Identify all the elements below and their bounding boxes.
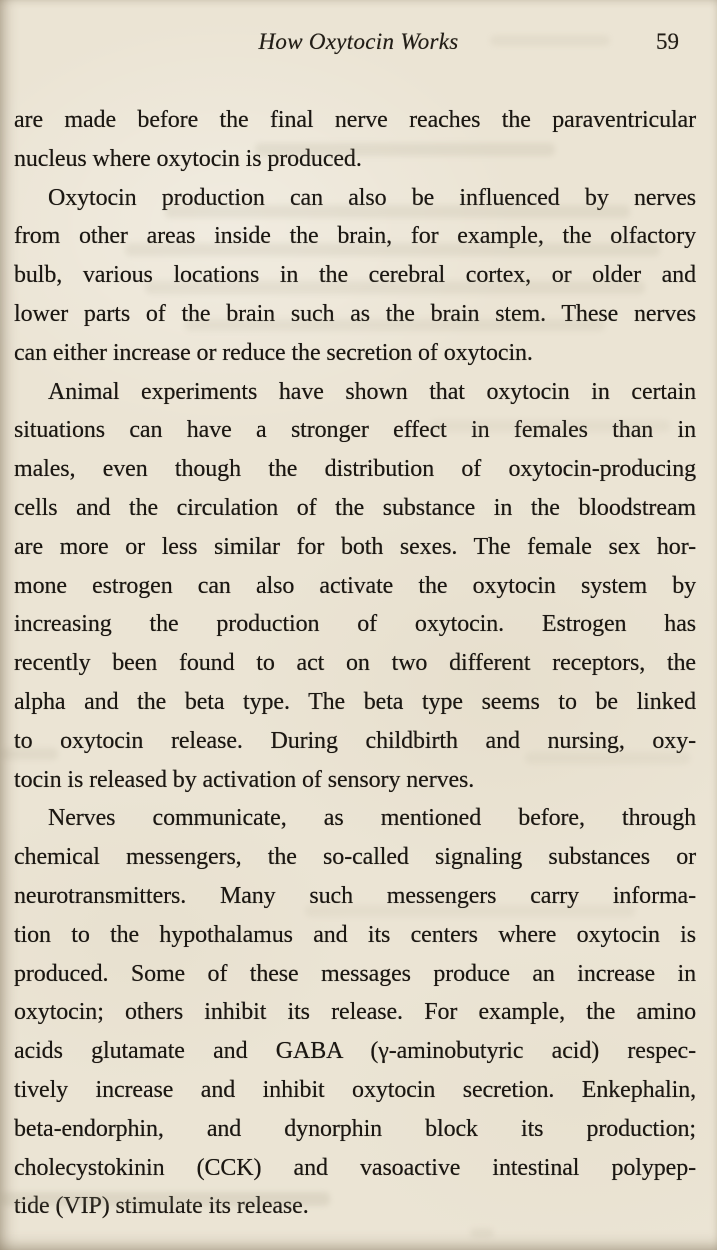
- body-line: to oxytocin release. During childbirth and nursing, oxy-: [14, 727, 696, 754]
- body-line: are made before the final nerve reaches the paraventricular: [14, 107, 696, 133]
- body-line: acids glutamate and GABA (γ-aminobutyric acid) respec-: [14, 1038, 696, 1065]
- body-line: increasing the production of oxytocin. Estrogen has: [14, 611, 696, 638]
- body-text: [14, 101, 696, 1226]
- body-line: produced. Some of these messages produce an increase in: [14, 960, 696, 987]
- running-title: How Oxytocin Works: [258, 29, 459, 54]
- body-line: chemical messengers, the so-called signaling substances or: [14, 844, 696, 871]
- body-line: males, even though the distribution of oxytocin-producing: [14, 456, 696, 483]
- body-line: Nerves communicate, as mentioned before, through: [48, 805, 696, 832]
- page-number: 59: [656, 29, 679, 54]
- body-line: mone estrogen can also activate the oxytocin system by: [14, 572, 696, 599]
- body-line: tide (VIP) stimulate its release.: [14, 1193, 309, 1220]
- body-line: situations can have a stronger effect in females than in: [14, 417, 696, 444]
- body-line: from other areas inside the brain, for example, the olfactory: [14, 223, 696, 250]
- body-line: alpha and the beta type. The beta type seems to be linked: [14, 688, 696, 715]
- body-line: neurotransmitters. Many such messengers carry informa-: [14, 882, 696, 909]
- body-line: are more or less similar for both sexes. The female sex hor-: [14, 533, 696, 560]
- body-line: cholecystokinin (CCK) and vasoactive intestinal polypep-: [14, 1154, 696, 1181]
- body-line: beta-endorphin, and dynorphin block its production;: [14, 1115, 696, 1142]
- body-line: tion to the hypothalamus and its centers where oxytocin is: [14, 921, 696, 948]
- body-line: nucleus where oxytocin is produced.: [14, 145, 362, 172]
- showthrough-smudge: [470, 1228, 494, 1238]
- body-line: can either increase or reduce the secretion of oxytocin.: [14, 339, 533, 366]
- body-line: oxytocin; others inhibit its release. For example, the amino: [14, 999, 696, 1026]
- body-line: recently been found to act on two different receptors, the: [14, 650, 696, 677]
- body-line: Animal experiments have shown that oxytocin in certain: [48, 378, 696, 405]
- body-line: Oxytocin production can also be influenced by nerves: [48, 184, 696, 211]
- body-line: tively increase and inhibit oxytocin secretion. Enkephalin,: [14, 1076, 696, 1103]
- body-line: cells and the circulation of the substance in the bloodstream: [14, 494, 696, 521]
- page-header: [14, 27, 703, 59]
- body-line: lower parts of the brain such as the brain stem. These nerves: [14, 300, 696, 327]
- body-line: tocin is released by activation of sensory nerves.: [14, 766, 475, 793]
- body-line: bulb, various locations in the cerebral cortex, or older and: [14, 262, 696, 289]
